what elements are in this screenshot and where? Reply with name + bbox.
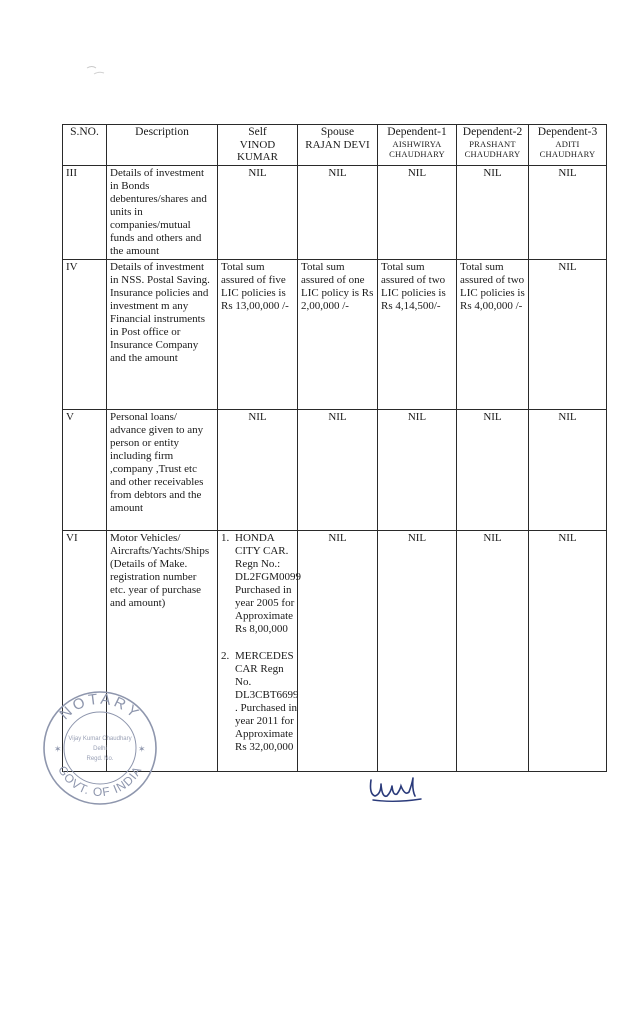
header-spouse: Spouse RAJAN DEVI (298, 125, 378, 166)
vehicle-item: 2. MERCEDES CAR Regn No. DL3CBT6699 . Purchased in year 2011 for Approximate Rs 32,00,000 (221, 650, 299, 753)
svg-text:Vijay Kumar Chaudhary: Vijay Kumar Chaudhary (68, 736, 132, 742)
svg-text:Delhi: Delhi (93, 746, 107, 752)
cell-dependent-1: NIL (378, 531, 457, 772)
cell-dependent-1: NIL (378, 410, 457, 531)
svg-text:✶: ✶ (54, 744, 62, 754)
signature (365, 772, 427, 806)
row-sno: IV (63, 260, 107, 410)
svg-text:GOVT. OF INDIA: GOVT. OF INDIA (55, 763, 145, 800)
cell-dependent-2: NIL (457, 166, 529, 260)
svg-text:NOTARY: NOTARY (56, 690, 144, 724)
cell-dependent-2: Total sum assured of two LIC policies is Rs 4,00,000 /- (457, 260, 529, 410)
cell-self (218, 531, 302, 772)
cell-dependent-3: NIL (529, 531, 607, 772)
header-sno: S.NO. (63, 125, 107, 166)
table-row-personal-loans (63, 410, 607, 531)
cell-self: NIL (218, 166, 298, 260)
cell-spouse: NIL (298, 166, 378, 260)
svg-text:✶: ✶ (138, 744, 146, 754)
cell-dependent-1: NIL (378, 166, 457, 260)
header-dependent-1: Dependent-1 AISHWIRYA CHAUDHARY (378, 125, 457, 166)
row-sno: V (63, 410, 107, 531)
row-description: Details of investment in NSS. Postal Saving. Insurance policies and investment m any Financial instruments in Post office or Insurance Company and the amount (107, 260, 218, 410)
cell-self: NIL (218, 410, 298, 531)
header-dependent-3: Dependent-3 ADITI CHAUDHARY (529, 125, 607, 166)
scan-mark (84, 62, 108, 78)
cell-spouse: NIL (298, 531, 378, 772)
table-row-bonds (63, 166, 607, 260)
cell-self: Total sum assured of five LIC policies is Rs 13,00,000 /- (218, 260, 298, 410)
header-description: Description (107, 125, 218, 166)
row-sno: III (63, 166, 107, 260)
cell-dependent-3: NIL (529, 260, 607, 410)
header-self: Self VINOD KUMAR (218, 125, 298, 166)
row-description: Personal loans/ advance given to any person or entity including firm ,company ,Trust etc and other receivables from debtors and the amount (107, 410, 218, 531)
svg-text:Regd. No.: Regd. No. (86, 756, 114, 762)
row-description: Motor Vehicles/ Aircrafts/Yachts/Ships (Details of Make. registration number etc. year of purchase and amount) (107, 531, 218, 772)
cell-dependent-3: NIL (529, 166, 607, 260)
cell-spouse: NIL (298, 410, 378, 531)
table-row-nss-insurance (63, 260, 607, 410)
row-sno: VI (63, 531, 107, 772)
cell-dependent-2: NIL (457, 410, 529, 531)
notary-seal-stamp (40, 688, 160, 808)
cell-dependent-2: NIL (457, 531, 529, 772)
header-dependent-2: Dependent-2 PRASHANT CHAUDHARY (457, 125, 529, 166)
vehicle-item: 1. HONDA CITY CAR. Regn No.: DL2FGM0099 Purchased in year 2005 for Approximate Rs 8,00,000 (221, 532, 302, 635)
header-row (63, 125, 607, 166)
assets-table (62, 124, 607, 772)
row-description: Details of investment in Bonds debentures/shares and units in companies/mutual funds and others and the amount (107, 166, 218, 260)
cell-spouse: Total sum assured of one LIC policy is Rs 2,00,000 /- (298, 260, 378, 410)
cell-dependent-3: NIL (529, 410, 607, 531)
cell-dependent-1: Total sum assured of two LIC policies is Rs 4,14,500/- (378, 260, 457, 410)
